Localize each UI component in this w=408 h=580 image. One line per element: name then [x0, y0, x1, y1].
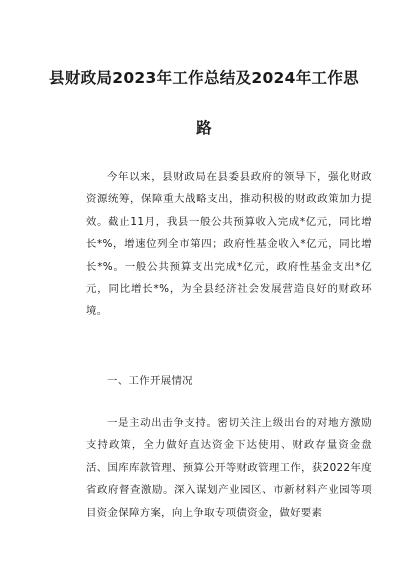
section-heading-work-progress: 一、工作开展情况: [107, 375, 193, 387]
intro-paragraph: 今年以来，县财政局在县委县政府的领导下，强化财政资源统筹，保障重大战略支出，推动积极的财政政策加力提效。截止11月，我县一般公共预算收入完成*亿元，同比增长*%，增速位列全市第四；政府性基金收入*亿元，同比增长*%。一般公共预算支出完成*亿元，政府性基金支出*亿元，同比增长*%，为全县经济社会发展营造良好的财政环境。: [86, 171, 372, 318]
document-title-line-1: 县财政局2023年工作总结及2024年工作思: [49, 69, 359, 87]
document-title-line-2: 路: [196, 119, 212, 137]
section-1-paragraph: 一是主动出击争支持。密切关注上级出台的对地方激励支持政策，全力做好直达资金下达使用、财政存量资金盘活、国库库款管理、预算公开等财政管理工作，获2022年度省政府督查激励。深入谋划产业园区、市新材料产业园等项目资金保障方案，向上争取专项债资金，做好要素: [86, 417, 372, 519]
